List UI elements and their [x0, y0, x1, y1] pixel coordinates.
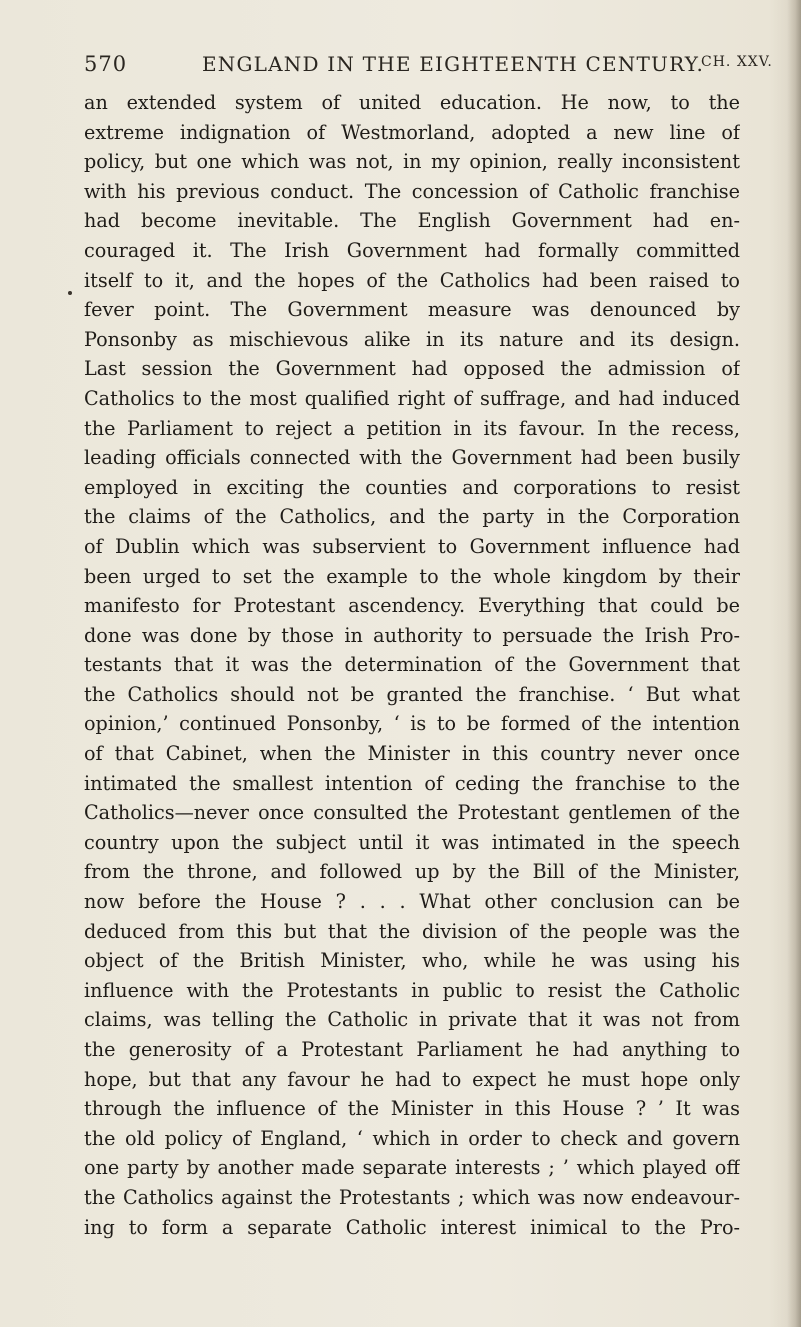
text-line: Catholics to the most qualified right of suffrage, and had induced — [84, 386, 740, 410]
text-line: object of the British Minister, who, while he was using his — [84, 949, 740, 973]
text-line: Catholics—never once consulted the Protestant gentlemen of the — [84, 801, 740, 825]
text-line: done was done by those in authority to persuade the Irish Pro- — [84, 623, 740, 647]
margin-mark — [68, 291, 72, 295]
body-text — [84, 88, 740, 1242]
text-line: ing to form a separate Catholic interest inimical to the Pro- — [84, 1215, 740, 1239]
text-line: one party by another made separate interests ; ’ which played off — [84, 1156, 740, 1180]
running-head — [84, 52, 794, 82]
text-line: manifesto for Protestant ascendency. Everything that could be — [84, 594, 740, 618]
text-line: leading officials connected with the Government had been busily — [84, 446, 740, 470]
text-line: the claims of the Catholics, and the party in the Corporation — [84, 505, 740, 529]
text-line: testants that it was the determination of the Government that — [84, 653, 740, 677]
text-line: with his previous conduct. The concession of Catholic franchise — [84, 179, 740, 203]
text-line: hope, but that any favour he had to expect he must hope only — [84, 1067, 740, 1091]
text-line: influence with the Protestants in public to resist the Catholic — [84, 978, 740, 1002]
text-line: the Catholics should not be granted the franchise. ‘ But what — [84, 682, 740, 706]
text-line: employed in exciting the counties and corporations to resist — [84, 475, 740, 499]
text-line: an extended system of united education. He now, to the — [84, 91, 740, 114]
text-line: policy, but one which was not, in my opinion, really inconsistent — [84, 150, 740, 174]
text-line: of Dublin which was subservient to Government influence had — [84, 534, 740, 558]
text-line: couraged it. The Irish Government had formally committed — [84, 238, 740, 262]
text-line: from the throne, and followed up by the Bill of the Minister, — [84, 860, 740, 884]
text-line: Last session the Government had opposed the admission of — [84, 357, 740, 381]
text-line: country upon the subject until it was intimated in the speech — [84, 830, 740, 854]
text-line: the generosity of a Protestant Parliament he had anything to — [84, 1038, 740, 1061]
text-line: been urged to set the example to the whole kingdom by their — [84, 564, 740, 588]
text-line: the old policy of England, ‘ which in order to check and govern — [84, 1126, 740, 1150]
page-number: 570 — [84, 52, 128, 76]
text-line: deduced from this but that the division of the people was the — [84, 919, 740, 943]
text-line: Ponsonby as mischievous alike in its nature and its design. — [84, 327, 740, 351]
text-line: fever point. The Government measure was denounced by — [84, 298, 740, 322]
text-line: the Parliament to reject a petition in its favour. In the recess, — [84, 416, 740, 440]
text-line: itself to it, and the hopes of the Catholics had been raised to — [84, 268, 740, 292]
text-line: of that Cabinet, when the Minister in this country never once — [84, 742, 740, 766]
text-line: now before the House ? . . . What other conclusion can be — [84, 890, 740, 914]
running-title: ENGLAND IN THE EIGHTEENTH CENTURY. — [202, 52, 705, 76]
text-line: opinion,’ continued Ponsonby, ‘ is to be formed of the intention — [84, 712, 740, 736]
page-edge-shadow — [787, 0, 801, 1327]
text-line: extreme indignation of Westmorland, adopted a new line of — [84, 120, 740, 144]
text-line: the Catholics against the Protestants ; which was now endeavour- — [84, 1185, 740, 1209]
text-line: through the influence of the Minister in this House ? ’ It was — [84, 1097, 740, 1121]
chapter-label: CH. XXV. — [701, 54, 773, 70]
text-line: intimated the smallest intention of ceding the franchise to the — [84, 771, 740, 795]
text-line: had become inevitable. The English Government had en- — [84, 209, 740, 233]
text-line: claims, was telling the Catholic in private that it was not from — [84, 1008, 740, 1032]
